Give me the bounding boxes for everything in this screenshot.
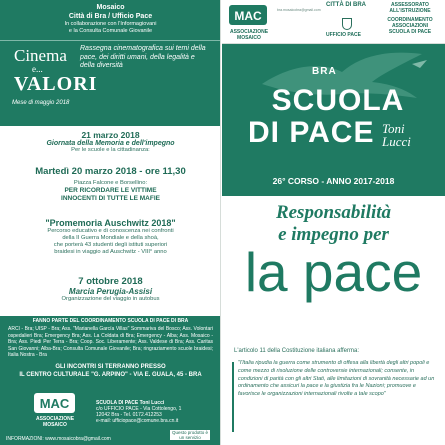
la-pace-heading: la pace: [244, 241, 423, 303]
ass-line-2: ALL'ISTRUZIONE: [389, 8, 431, 14]
event-title: "Promemoria Auschwitz 2018": [45, 218, 176, 228]
svg-text:MAC: MAC: [39, 396, 70, 411]
event-date: 21 marzo 2018: [81, 130, 140, 140]
cinema-word: Cinema: [14, 46, 67, 65]
responsibility-heading: [222, 202, 445, 246]
right-panel: [222, 0, 445, 445]
contact-address: [96, 400, 216, 424]
mosaico-logo-icon: [228, 3, 268, 27]
event-place: Piazza Falcone e Borsellino:: [73, 180, 148, 186]
mosaico-logo-label: [24, 416, 86, 428]
event-what-1: PER RICORDARE LE VITTIME: [64, 187, 157, 194]
event-desc-3: che porterà 43 studenti degli istituti superiori: [53, 242, 168, 248]
resp-line-1: Responsabilità: [275, 202, 392, 223]
ass-line-3: COORDINAMENTO: [387, 17, 433, 23]
event-title: Giornata della Memoria e dell'impegno: [46, 140, 175, 147]
event-memoria: [0, 130, 221, 154]
toni-lucci: [382, 122, 411, 148]
addr-line-4[interactable]: e-mail: ufficiopace@comune.bra.cn.it: [96, 418, 179, 424]
logo-label-line-1: ASSOCIAZIONE: [229, 29, 269, 35]
organizer-line-4: e la Consulta Comunale Giovanile: [68, 28, 153, 34]
bra-label: BRA: [312, 66, 337, 77]
ass-line-4: ASSOCIAZIONI: [391, 23, 429, 29]
event-desc-4: braidesi in viaggio ad Auschwitz - VIII° anno: [54, 249, 167, 255]
meeting-line-2: IL CENTRO CULTURALE "G. ARPINO" - VIA E. GUALA, 45 - BRA: [19, 372, 202, 378]
partners-header: [222, 0, 445, 44]
cinema-month: Mese di maggio 2018: [12, 100, 70, 106]
service-note: Questo prodotto è un servizio: [171, 430, 209, 440]
constitution-quote: "l'Italia ripudia la guerra come strumento di offesa alla libertà degli altri popoli e come mezzo di risoluzione delle controversie internazionali; consente, in condizioni di parità con gli altri Stati, alle limitazioni di sovranità necessarie ad un ordinamento che assicuri la pace e la giustizia fra le Nazioni; promuove e favorisce le organizzazioni internazionali rivolte a tale scopo": [238, 360, 435, 398]
event-title: Marcia Perugia-Assisi: [68, 287, 153, 296]
organizer-line-2: Città di Bra / Ufficio Pace: [68, 13, 153, 20]
mosaico-logo-icon: [32, 389, 77, 415]
logo-label-line-2: MOSAICO: [43, 422, 67, 428]
cinema-e: e...: [32, 64, 43, 74]
event-desc-1: Percorso educativo e di conoscenza nei confronti: [47, 228, 174, 234]
addr-line-2: c/o UFFICIO PACE - Via Cottolengo, 1: [96, 406, 182, 412]
event-date: 7 ottobre 2018: [78, 276, 143, 287]
scuola-di-pace-banner: [222, 44, 445, 196]
quote-bar: [232, 362, 234, 432]
cinema-description: Rassegna cinematografica sui temi della pace, dei diritti umani, della legalità e della diversità: [80, 45, 206, 70]
coordination-heading: FANNO PARTE DEL COORDINAMENTO SCUOLA DI PACE DI BRA: [32, 318, 189, 324]
quote-intro: L'articolo 11 della Costituzione italiana afferma:: [234, 348, 359, 354]
organizer-line-3: In collaborazione con l'Informagiovani: [64, 21, 157, 27]
toni-word: Toni: [382, 121, 405, 136]
scuola-title: SCUOLA: [271, 84, 405, 117]
organizer-line-1: Mosaico: [96, 4, 125, 11]
addr-line-3: 12042 Bra - Tel. 0172.412253: [96, 412, 162, 418]
event-sub: Per le scuole e la cittadinanza:: [71, 147, 150, 153]
city-crest-icon: [342, 18, 352, 30]
cinema-section: [0, 40, 221, 126]
info-email[interactable]: INFORMAZIONI: www.mosaicobra@gmail.com: [6, 436, 111, 442]
mosaico-logo-label: [224, 29, 274, 41]
event-auschwitz: [0, 218, 221, 256]
event-what-2: INNOCENTI DI TUTTE LE MAFIE: [61, 195, 160, 202]
addr-line-1: SCUOLA DI PACE Toni Lucci: [96, 400, 165, 406]
organizer-band: [0, 0, 221, 40]
peace-office: UFFICIO PACE: [326, 32, 361, 38]
event-sub: Organizzazione del viaggio in autobus: [61, 296, 160, 302]
di-pace-title: DI PACE: [248, 116, 375, 149]
event-perugia-assisi: [0, 276, 221, 303]
cinema-valori: VALORI: [14, 73, 98, 95]
event-desc-2: della II Guerra Mondiale e della shoà,: [62, 235, 159, 241]
coordination-section: [0, 316, 221, 445]
lucci-word: Lucci: [382, 134, 411, 149]
course-edition: 26° CORSO - ANNO 2017-2018: [272, 176, 395, 186]
left-panel: [0, 0, 221, 445]
logo-label-line-1: ASSOCIAZIONE: [35, 416, 75, 422]
assessorato-block: [377, 2, 443, 35]
event-date: Martedì 20 marzo 2018 - ore 11,30: [35, 166, 186, 177]
header-email: bra.mosaicobra@gmail.com: [277, 8, 321, 12]
meeting-line-1: GLI INCONTRI SI TERRANNO PRESSO: [55, 364, 166, 370]
ass-line-5: SCUOLA DI PACE: [388, 29, 432, 35]
logo-label-line-2: MOSAICO: [237, 35, 261, 41]
svg-text:MAC: MAC: [234, 9, 262, 23]
ass-line-1: ASSESSORATO: [391, 2, 429, 8]
resp-line-2: e impegno per: [278, 224, 389, 245]
coordination-members: ARCI - Bra; UISP - Bra; Ass. "Marianella García Villas" Sommariva del Bosco; Ass. Volontari ospedalieri Bra; Emergency Bra; Ass. La Coldata di Bra; Emergency - Alba; Ass. Mosaico - Bra; Ass. Piedi Per Terra - Bra; Coop. Soc. Liberamente; Ass. Valdese di Bra; Ass. Caritas San Giovanni; Alba-Bra; Consulta Comunale Giovanile; Bra; ringraziamento scuole braidesi; Italia Nostra - Bra: [8, 326, 213, 358]
meeting-place: [0, 363, 221, 379]
city-name: CITTÀ DI BRA: [326, 2, 366, 8]
event-victims: [0, 166, 221, 203]
